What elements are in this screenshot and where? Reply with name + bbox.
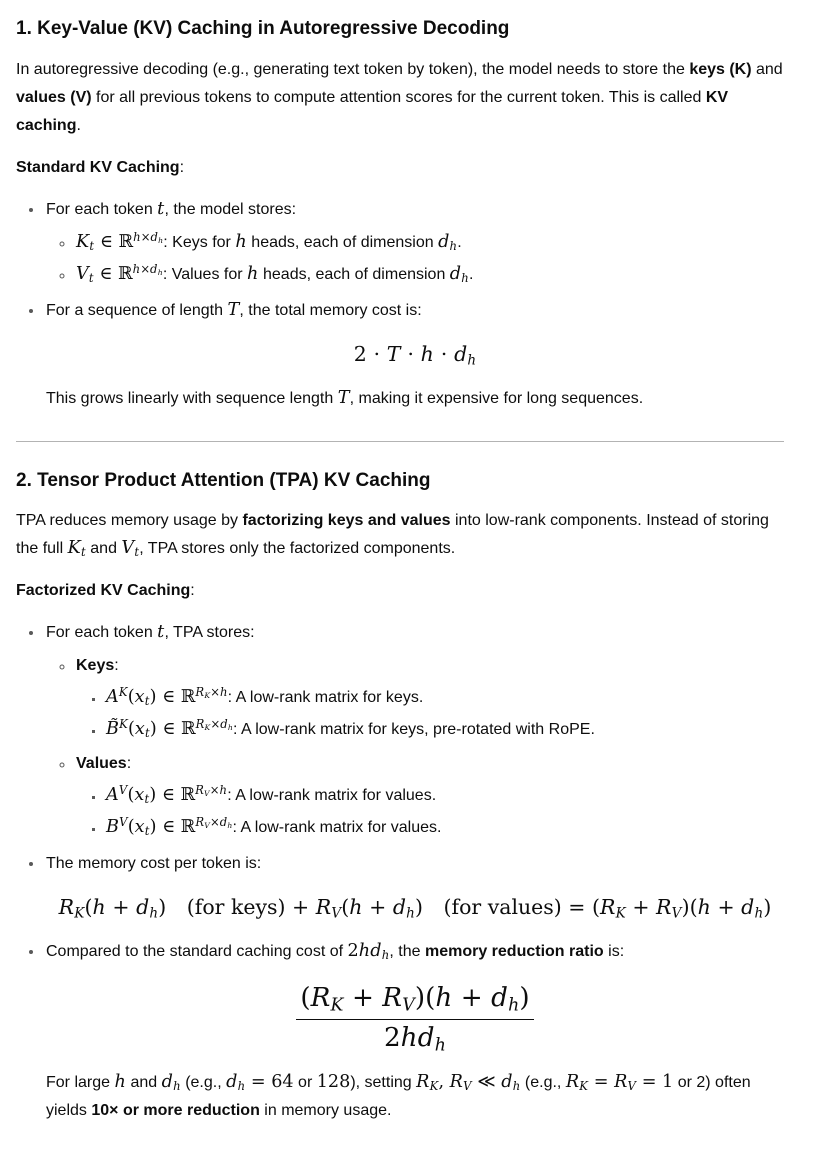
formula-reduction-ratio bbox=[46, 984, 784, 1054]
list-item-text: For each token t, the model stores: bbox=[46, 198, 297, 219]
section-2-heading: 2. Tensor Product Attention (TPA) KV Caching bbox=[16, 469, 431, 491]
list-item-text: For each token t, TPA stores: bbox=[46, 622, 255, 643]
list-item-memory-cost bbox=[44, 850, 784, 924]
section-1-intro: In autoregressive decoding (e.g., generating text token by token), the model needs to store the keys (K) and values (V) for all previous tokens to compute attention scores for the current token. This is called KV caching. bbox=[16, 60, 783, 134]
keys-sublist bbox=[76, 684, 784, 744]
list-item-text: The memory cost per token is: bbox=[46, 855, 262, 873]
list-item-av-matrix: ▪ $A^V(x_t)$ ∈ ℝ$^{R_V\times h}$: A low-rank matrix for values. bbox=[104, 782, 784, 810]
list-item-text: For a sequence of length T, the total memory cost is: bbox=[46, 299, 422, 320]
list-item-sequence-cost bbox=[44, 297, 784, 413]
list-item-ak-matrix: ▪ $A^K(x_t)$ ∈ ℝ$^{R_K\times h}$: A low-rank matrix for keys. bbox=[104, 684, 784, 712]
standard-kv-list bbox=[16, 196, 784, 413]
formula-per-token-cost: $R_K(h + d_h)$ (for keys) + $R_V(h + d_h)$ (for values) = $(R_K + R_V)(h + d_h)$ bbox=[58, 895, 772, 922]
tpa-stores-sublist bbox=[46, 652, 784, 842]
list-item-values-matrix: ◦ $V_t$ ∈ ℝ$^{h\times d_h}$: Values for h heads, each of dimension $d_h$. bbox=[74, 261, 784, 289]
section-divider bbox=[16, 441, 784, 442]
list-item-text: Compared to the standard caching cost of $2hd_h$, the memory reduction ratio is: bbox=[46, 941, 625, 963]
keys-group bbox=[74, 652, 784, 744]
list-item-tpa-stores bbox=[44, 619, 784, 842]
fraction-numerator: $(R_K + R_V)(h + d_h)$ bbox=[296, 984, 533, 1020]
list-item-keys-matrix: ◦ $K_t$ ∈ ℝ$^{h\times d_h}$: Keys for h heads, each of dimension $d_h$. bbox=[74, 229, 784, 257]
section-kv-caching bbox=[16, 16, 784, 413]
section-tpa-caching bbox=[16, 468, 784, 1125]
values-group bbox=[74, 750, 784, 842]
note-linear-growth: This grows linearly with sequence length T, making it expensive for long sequences. bbox=[46, 387, 644, 408]
list-item-bk-matrix: ▪ $B̃^K(x_t)$ ∈ ℝ$^{R_K\times d_h}$: A low-rank matrix for keys, pre-rotated with RoPE. bbox=[104, 716, 784, 744]
values-sublist bbox=[76, 782, 784, 842]
keys-label: Keys: bbox=[76, 657, 119, 675]
factorized-kv-list bbox=[16, 619, 784, 1124]
section-2-intro: TPA reduces memory usage by factorizing keys and values into low-rank components. Instead of storing the full $K_t$ and $V_t$, TPA stores only the factorized components. bbox=[16, 512, 769, 560]
token-stores-sublist bbox=[46, 229, 784, 289]
document-body bbox=[16, 16, 784, 1125]
section-2-subheading: Factorized KV Caching: bbox=[16, 582, 195, 600]
formula-total-memory-cost: $2 \cdot T \cdot h \cdot d_h$ bbox=[353, 341, 477, 369]
list-item-bv-matrix: ▪ $B^V(x_t)$ ∈ ℝ$^{R_V\times d_h}$: A low-rank matrix for values. bbox=[104, 814, 784, 842]
section-1-heading: 1. Key-Value (KV) Caching in Autoregressive Decoding bbox=[16, 18, 510, 39]
fraction-denominator: $2hd_h$ bbox=[383, 1022, 447, 1056]
note-large-h: For large h and $d_h$ (e.g., $d_h = 64$ or 128), setting $R_K$, $R_V$ ≪ $d_h$ (e.g., $R_K = R_V = 1$ or 2) often yields 10× or more reduction in memory usage. bbox=[46, 1071, 751, 1119]
reduction-ratio-fraction bbox=[296, 984, 533, 1054]
values-label: Values: bbox=[76, 755, 132, 773]
section-1-subheading: Standard KV Caching: bbox=[16, 158, 185, 176]
list-item-token-stores bbox=[44, 196, 784, 289]
list-item-reduction-ratio bbox=[44, 938, 784, 1124]
